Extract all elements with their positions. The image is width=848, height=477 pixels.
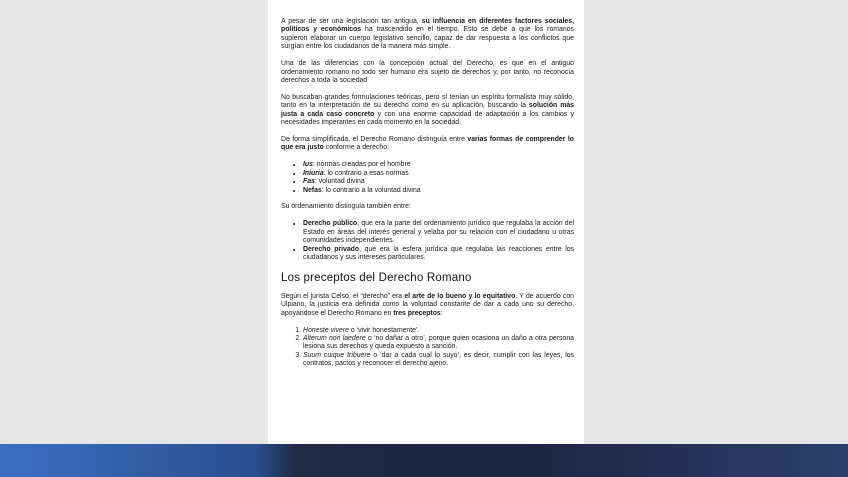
list-item: • Iniuria: lo contrario a esas normas — [303, 170, 574, 178]
paragraph-influence: A pesar de ser una legislación tan antigua, su influencia en diferentes factores sociales, políticos y económicos ha trascendido en el tiempo. Esto se debe a que los romanos supieron elaborar un cuerpo legislativo sencillo, capaz de dar respuesta a los conflictos que surgían entre los ciudadanos de la manera más simple. — [281, 18, 575, 51]
section-heading: Los preceptos del Derecho Romano — [281, 271, 472, 284]
list-item: 2. Alterum non laedere o ‘no dañar a otro’, porque quien ocasiona un daño a otra persona lesiona sus derechos y queda expuesto a sanción. — [303, 335, 574, 352]
list-item: 3. Suum cuique tribuere o ‘dar a cada cual lo suyo’, es decir, cumplir con las leyes, los contratos, pactos y reconocer el derecho ajeno. — [303, 352, 574, 369]
paragraph-divisions-intro: Su ordenamiento distinguía también entre: — [281, 203, 411, 211]
paragraph-differences: Una de las diferencias con la concepción actual del Derecho, es que en el antiguo ordenamiento romano no todo ser humano era sujeto de derechos y, por tanto, no reconocía derechos a toda la sociedad — [281, 60, 574, 84]
list-item: • Derecho público, que era la parte del ordenamiento jurídico que regulaba la acción del Estado en áreas del interés general y velaba por su relación con el ciudadano u otras comunidades independientes. — [303, 220, 574, 245]
document-page — [268, 0, 584, 444]
list-item: • Derecho privado, que era la esfera jurídica que regulaba las reacciones entre los ciudadanos y sus intereses particulares. — [303, 246, 574, 263]
precepts-list — [281, 327, 574, 369]
paragraph-precepts-intro: Según el jurista Celso, el “derecho” era el arte de lo bueno y lo equitativo. Y de acuerdo con Ulpiano, la justicia era definida como la voluntad constante de dar a cada uno su derecho, apoyándose el Derecho Romano en tres preceptos: — [281, 292, 574, 317]
bottom-banner — [0, 444, 848, 477]
list-item: • Nefas: lo contrario a la voluntad divina — [303, 187, 574, 195]
paragraph-formalism: No buscaban grandes formulaciones teóricas, pero sí tenían un espíritu formalista muy sólido, tanto en la interpretación de su derecho como en su aplicación, buscando la solución más justa a cada caso concreto y con una enorme capacidad de adaptación a los cambios y necesidades imperantes en cada momento en la sociedad. — [281, 93, 574, 127]
list-item: • Ius: normas creadas por el hombre — [303, 161, 574, 169]
forms-list — [281, 161, 574, 195]
list-item: • Fas: voluntad divina — [303, 178, 574, 186]
list-item: 1. Honeste vivere o ‘vivir honestamente’. — [303, 327, 574, 335]
paragraph-forms-intro: De forma simplificada, el Derecho Romano distinguía entre varias formas de comprender lo que era justo conforme a derecho: — [281, 135, 574, 152]
divisions-list — [281, 220, 574, 262]
